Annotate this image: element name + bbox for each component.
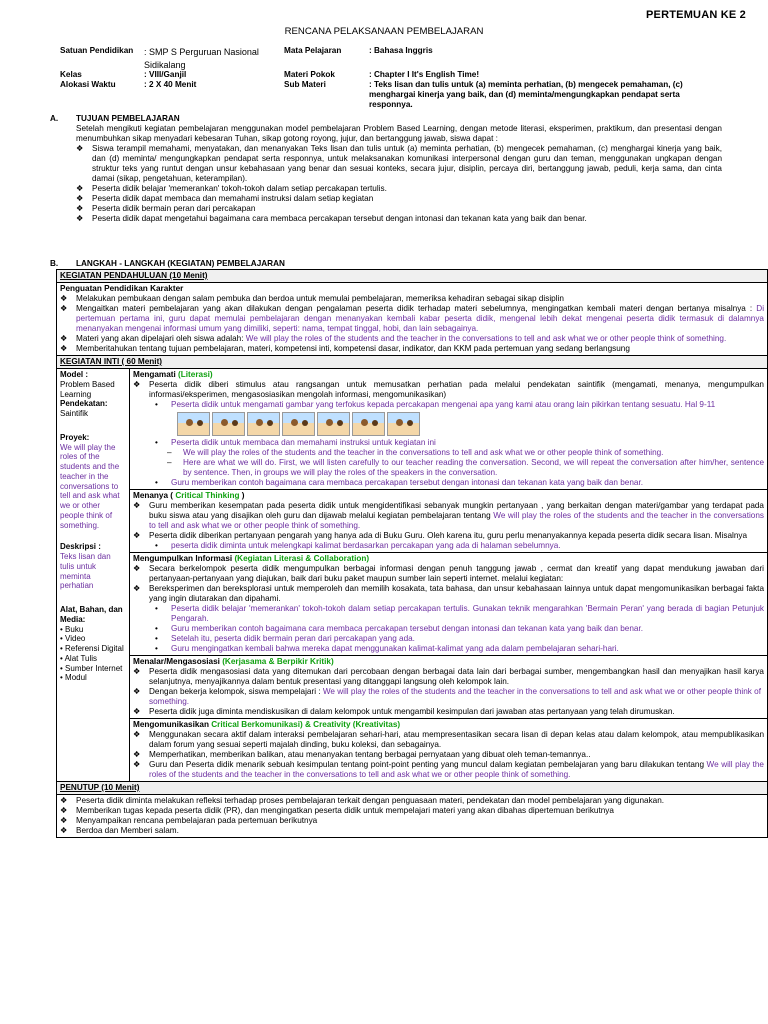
alat-label: Alat, Bahan, dan Media: bbox=[60, 605, 123, 624]
materi-label: Materi Pokok bbox=[284, 70, 335, 79]
section-b-title: LANGKAH - LANGKAH (KEGIATAN) PEMBELAJARAN bbox=[76, 259, 285, 268]
list-item: ❖ Peserta didik diberi stimulus atau rangsangan untuk memusatkan perhatian pada melalui pendekatan saintifik (mengamati, menanya, mengumpulkan informasi/eksperimen, mengasosiasikan mengolah informasi, mengomunikasikan) bbox=[133, 380, 764, 399]
alokasi-value: : 2 X 40 Menit bbox=[144, 80, 197, 89]
list-item: • Guru memberikan contoh bagaimana cara membaca percakapan tersebut dengan intonasi dan tekanan kata yang baik dan benar. bbox=[155, 478, 643, 487]
mengomunikasikan-tag: Critical Berkomunikasi) & Creativity (Kreativitas) bbox=[211, 720, 401, 729]
list-item: ❖ Memberitahukan tentang tujuan pembelajaran, materi, kompetensi inti, kompetensi dasar, indikator, dan KKM pada pertemuan yang sedang berlangsung bbox=[60, 344, 630, 353]
list-item: ❖ Menyampaikan rencana pembelajaran pada pertemuan berikutnya bbox=[60, 816, 318, 825]
list-item: ❖ Peserta didik diberikan pertanyaan pengarah yang hanya ada di Buku Guru. Oleh karena itu, guru perlu menanyakannya kepada peserta didik secara lisan. Misalnya bbox=[133, 531, 748, 540]
list-item: ❖ Menggunakan secara aktif dalam interaksi pembelajaran sehari-hari, atau mempresentasikan secara lisan di depan kelas atau dalam kelompok, atau mempublikasikan dalam forum yang sesuai seperti majalah dinding, buku koleksi, dan sebagainya. bbox=[133, 730, 764, 749]
tujuan-list bbox=[50, 144, 722, 224]
diamond-bullet-icon: ❖ bbox=[133, 667, 141, 676]
picture-thumbnail bbox=[247, 412, 280, 436]
picture-thumbnail bbox=[282, 412, 315, 436]
meeting-number: PERTEMUAN KE 2 bbox=[646, 9, 746, 21]
menalar-tag: (Kerjasama & Berpikir Kritik) bbox=[222, 657, 334, 666]
list-item: ❖ Peserta didik diminta melakukan refleksi terhadap proses pembelajaran terkait dengan penguasaan materi, pendekatan dan model pembelajaran yang digunakan. bbox=[60, 796, 665, 805]
picture-thumbnail bbox=[352, 412, 385, 436]
penutup-header: PENUTUP (10 Menit) bbox=[57, 782, 768, 795]
materi-value: : Chapter I It's English Time! bbox=[369, 70, 480, 79]
diamond-bullet-icon: ❖ bbox=[76, 144, 84, 153]
diamond-bullet-icon: ❖ bbox=[60, 334, 68, 343]
list-item: • Modul bbox=[60, 673, 87, 683]
document-title: RENCANA PELAKSANAAN PEMBELAJARAN bbox=[284, 26, 484, 37]
picture-thumbnail bbox=[212, 412, 245, 436]
diamond-bullet-icon: ❖ bbox=[133, 564, 141, 573]
mengumpulkan-tag: (Kegiatan Literasi & Collaboration) bbox=[234, 554, 370, 563]
satuan-label: Satuan Pendidikan bbox=[60, 46, 134, 55]
list-item: ❖ Peserta didik dapat mengetahui bagaimana cara membaca percakapan tersebut dengan intonasi dan tekanan kata yang baik dan benar. bbox=[76, 214, 587, 223]
diamond-bullet-icon: ❖ bbox=[76, 204, 84, 213]
section-langkah bbox=[50, 259, 722, 269]
list-item: ❖ Peserta didik mengasosiasi data yang ditemukan dari percobaan dengan berbagai data lain dari berbagai sumber, mengembangkan hasil dan menyajikan hasil karya selanjutnya, menyajikannya dalam bentuk presentasi yang ditanggapi langsung oleh kelompok lain. bbox=[133, 667, 764, 686]
list-item: • Buku bbox=[60, 624, 84, 634]
pendahuluan-subtitle: Penguatan Pendidikan Karakter bbox=[60, 284, 184, 293]
proyek-value: We will play the roles of the students and the teacher in the conversations to tell and ask what we or other people think of something. bbox=[60, 442, 120, 530]
pendekatan-label: Pendekatan: bbox=[60, 399, 108, 409]
diamond-bullet-icon: ❖ bbox=[76, 214, 84, 223]
list-item: ❖ Dengan bekerja kelompok, siswa mempelajari : We will play the roles of the students and the teacher in the conversations to tell and ask what we or other people think of something. bbox=[133, 687, 761, 706]
list-item: ❖ Peserta didik bermain peran dari percakapan bbox=[76, 204, 256, 213]
list-item: • Referensi Digital bbox=[60, 644, 124, 653]
list-item: • Setelah itu, peserta didik bermain peran dari percakapan yang ada. bbox=[155, 634, 415, 643]
satuan-value: : SMP S Perguruan Nasional Sidikalang bbox=[144, 47, 259, 70]
kelas-value: : VIII/Ganjil bbox=[144, 70, 187, 79]
submateri-value: : Teks lisan dan tulis untuk (a) meminta perhatian, (b) mengecek pemahaman, (c) menghargai kinerja yang baik, dan (d) meminta/mengungkapkan pendapat serta responnya. bbox=[369, 80, 683, 109]
list-item: ❖ Peserta didik dapat membaca dan memahami instruksi dalam setiap kegiatan bbox=[76, 194, 374, 203]
submateri-label: Sub Materi bbox=[284, 80, 326, 89]
mengamati-tag: (Literasi) bbox=[178, 370, 213, 379]
mengamati-cell bbox=[130, 369, 768, 490]
section-a-number: A. bbox=[50, 114, 59, 123]
list-item: ❖ Guru memberikan kesempatan pada peserta didik untuk mengidentifikasi sebanyak mungkin pertanyaan , yang berkaitan dengan materi/gambar yang terdapat pada buku siswa atau yang disajikan oleh guru dan dijawab melalui kegiatan pembelajaran tentang We will play the roles of the students and the teacher in the conversations to tell and ask what we or other people think of something. bbox=[133, 501, 764, 530]
kelas-label: Kelas bbox=[60, 70, 82, 79]
alat-list bbox=[60, 625, 126, 684]
mengamati-title: Mengamati bbox=[133, 370, 176, 379]
textbook-pictures bbox=[177, 412, 764, 436]
menanya-tag: Critical Thinking bbox=[175, 491, 240, 500]
list-item: • Alat Tulis bbox=[60, 653, 98, 663]
section-b-number: B. bbox=[50, 259, 59, 268]
lesson-steps-table bbox=[56, 269, 768, 838]
penutup-cell bbox=[57, 795, 768, 838]
diamond-bullet-icon: ❖ bbox=[133, 730, 141, 739]
pendahuluan-header: KEGIATAN PENDAHULUAN (10 Menit) bbox=[57, 270, 768, 283]
alokasi-label: Alokasi Waktu bbox=[60, 80, 116, 89]
picture-thumbnail bbox=[177, 412, 210, 436]
diamond-bullet-icon: ❖ bbox=[133, 707, 141, 716]
list-item: • peserta didik diminta untuk melengkapi kalimat berdasarkan percakapan yang ada di halaman sebelumnya. bbox=[155, 541, 561, 550]
diamond-bullet-icon: ❖ bbox=[60, 304, 68, 313]
list-item: • Peserta didik belajar 'memerankan' tokoh-tokoh dalam setiap percakapan tertulis. Gunakan teknik mengarahkan 'Bermain Peran' yang berada di bagian Petunjuk Pengarah. bbox=[155, 604, 764, 623]
list-item: ❖ Secara berkelompok peserta didik mengumpulkan berbagai informasi dengan penuh tanggung jawab , cermat dan kreatif yang dapat mendukung jawaban dari pertanyaan-pertanyaan yang diajukan, baik dari buku paket maupun sumber lain seperti internet. melalui kegiatan: bbox=[133, 564, 764, 583]
list-item: ❖ Mengaitkan materi pembelajaran yang akan dilakukan dengan pengalaman peserta didik terhadap materi sebelumnya, mengingatkan kembali materi dengan bertanya misalnya : Di pertemuan pertama ini, guru dapat memulai pembelajaran dengan menanyakan kembali kabar peserta didik, mengenal lebih dekat mengenai peserta didik termasuk di dalamnya menanyakan mengenai informasi umum yang dimiliki, seperti: nama, tempat tinggal, hobi, dan lain sebagainya. bbox=[60, 304, 765, 333]
picture-thumbnail bbox=[317, 412, 350, 436]
list-item: ❖ Siswa terampil memahami, menyatakan, dan menanyakan Teks lisan dan tulis untuk (a) meminta perhatian, (b) mengecek pemahaman, (c) menghargai kinerja yang baik, dan (d) meminta/ mengungkapkan pendapat serta responnya, untuk melaksanakan komunikasi interpersonal dengan guru dan teman, menggunakan ungkapan dengan struktur teks yang runtut dengan unsur kebahasaan yang benar dan sesuai konteks, secara jujur, disiplin, percaya diri, bertanggung jawab, peduli, kerja sama, dan cinta damai (sikap, pengetahuan, keterampilan). bbox=[76, 144, 722, 183]
list-item: ❖ Bereksperimen dan bereksplorasi untuk memperoleh dan memilih kosakata, tata bahasa, dan unsur kebahasaan lainnya untuk dapat mengomunikasikan berbagai fakta yang ingin diutarakan dan dipahami. bbox=[133, 584, 764, 603]
inti-header: KEGIATAN INTI ( 60 Menit) bbox=[57, 356, 768, 369]
list-item: • Peserta didik untuk mengamati gambar yang terfokus kepada percakapan mengenai apa yang kami atau orang lain pikirkan tentang sesuatu. Hal 9-11 bbox=[155, 400, 716, 409]
model-label: Model : bbox=[60, 370, 88, 379]
diamond-bullet-icon: ❖ bbox=[133, 750, 141, 759]
list-item: ❖ Materi yang akan dipelajari oleh siswa adalah: We will play the roles of the students and the teacher in the conversations to tell and ask what we or other people think of something. bbox=[60, 334, 727, 343]
list-item: • Sumber Internet bbox=[60, 663, 123, 673]
diamond-bullet-icon: ❖ bbox=[76, 184, 84, 193]
list-item: ❖ Berdoa dan Memberi salam. bbox=[60, 826, 179, 835]
list-item: – Here are what we will do. First, we will listen carefully to our teacher reading the conversation. Second, we will repeat the conversation after him/her, sentence by sentence. Then, in groups we will play the roles of the speakers in the conversation. bbox=[167, 458, 764, 477]
section-tujuan bbox=[50, 114, 722, 224]
diamond-bullet-icon: ❖ bbox=[60, 294, 68, 303]
section-a-title: TUJUAN PEMBELAJARAN bbox=[76, 114, 180, 123]
deskripsi-label: Deskripsi : bbox=[60, 542, 101, 552]
list-item: • Guru mengingatkan kembali bahwa mereka dapat menggunakan kalimat-kalimat yang ada dalam pembelajaran sehari-hari. bbox=[155, 644, 619, 653]
diamond-bullet-icon: ❖ bbox=[133, 531, 141, 540]
deskripsi-value: Teks lisan dan tulis untuk meminta perhatian bbox=[60, 552, 111, 591]
inti-left-column bbox=[57, 369, 130, 782]
list-item: ❖ Memperhatikan, memberikan balikan, atau menanyakan tentang berbagai pernyataan yang dibuat oleh teman-temannya.. bbox=[133, 750, 591, 759]
list-item: ❖ Guru dan Peserta didik menarik sebuah kesimpulan tentang point-point penting yang muncul dalam kegiatan pembelajaran yang baru dilakukan tentang We will play the roles of the students and the teacher in the conversations to tell and ask what we or other people think of something. bbox=[133, 760, 764, 779]
list-item: • Video bbox=[60, 634, 86, 644]
mengumpulkan-cell: Mengumpulkan Informasi (Kegiatan Literasi & Collaboration) ❖ Secara berkelompok peserta didik mengumpulkan berbagai informasi dengan penuh tanggung jawab , cermat dan kreatif yang dapat mendukung jawaban dari pertanyaan-pertanyaan yang diajukan, baik dari buku paket maupun sumber lain seperti internet. melalui kegiatan: ❖ Bereksperimen dan bereksplorasi untuk memperoleh dan memilih kosakata, tata bahasa, dan unsur kebahasaan lainnya untuk dapat mengomunikasikan berbagai fakta yang ingin diutarakan dan dipahami. • Peserta didik belajar 'memerankan' tokoh-tokoh dalam setiap percakapan tertulis. Gunakan teknik mengarahkan 'Bermain Peran' yang berada di bagian Petunjuk Pengarah. • Guru memberikan contoh bagaimana cara membaca percakapan tersebut dengan intonasi dan tekanan kata yang baik dan benar. • Setelah itu, peserta didik bermain peran dari percakapan yang ada. • Guru mengingatkan kembali bahwa mereka dapat menggunakan kalimat-kalimat yang ada dalam pembelajaran sehari-hari. bbox=[130, 553, 768, 656]
diamond-bullet-icon: ❖ bbox=[133, 501, 141, 510]
list-item: ❖ Peserta didik juga diminta mendiskusikan di dalam kelompok untuk mengambil kesimpulan dari jawaban atas pertanyaan yang telah dirumuskan. bbox=[133, 707, 675, 716]
menanya-cell: Menanya ( Critical Thinking ) ❖ Guru memberikan kesempatan pada peserta didik untuk mengidentifikasi sebanyak mungkin pertanyaan , yang berkaitan dengan materi/gambar yang terdapat pada buku siswa atau yang disajikan oleh guru dan dijawab melalui kegiatan pembelajaran tentang We will play the roles of the students and the teacher in the conversations to tell and ask what we or other people think of something. ❖ Peserta didik diberikan pertanyaan pengarah yang hanya ada di Buku Guru. Oleh karena itu, guru perlu menanyakannya kepada peserta didik secara lisan. Misalnya • peserta didik diminta untuk melengkapi kalimat berdasarkan percakapan yang ada di halaman sebelumnya. bbox=[130, 490, 768, 553]
list-item: • Guru memberikan contoh bagaimana cara membaca percakapan tersebut dengan intonasi dan tekanan kata yang baik dan benar. bbox=[155, 624, 643, 633]
diamond-bullet-icon: ❖ bbox=[133, 760, 141, 769]
diamond-bullet-icon: ❖ bbox=[60, 344, 68, 353]
diamond-bullet-icon: ❖ bbox=[133, 380, 141, 389]
proyek-label: Proyek: bbox=[60, 432, 90, 442]
list-item: • Peserta didik untuk membaca dan memahami instruksi untuk kegiatan ini bbox=[155, 438, 436, 447]
list-item: ❖ Memberikan tugas kepada peserta didik (PR), dan mengingatkan peserta didik untuk mempelajari materi yang akan dibahas dipertemuan berikutnya bbox=[60, 806, 614, 815]
diamond-bullet-icon: ❖ bbox=[60, 826, 68, 835]
diamond-bullet-icon: ❖ bbox=[76, 194, 84, 203]
diamond-bullet-icon: ❖ bbox=[60, 816, 68, 825]
diamond-bullet-icon: ❖ bbox=[133, 584, 141, 593]
pendekatan-value: Saintifik bbox=[60, 409, 89, 418]
diamond-bullet-icon: ❖ bbox=[60, 796, 68, 805]
diamond-bullet-icon: ❖ bbox=[133, 687, 141, 696]
pendahuluan-cell bbox=[57, 283, 768, 356]
list-item: ❖ Peserta didik belajar 'memerankan' tokoh-tokoh dalam setiap percakapan tertulis. bbox=[76, 184, 387, 193]
model-value: Problem Based Learning bbox=[60, 379, 115, 399]
list-item: – We will play the roles of the students and the teacher in the conversations to tell and ask what we or other people think of something. bbox=[167, 448, 664, 457]
tujuan-intro: Setelah mengikuti kegiatan pembelajaran menggunakan model pembelajaran Problem Based Learning, dengan metode literasi, eksperimen, praktikum, dan presentasi dengan menumbuhkan sikap menyadari kebesaran Tuhan, sikap gotong royong, jujur, dan bertanggung jawab, siswa dapat : bbox=[76, 124, 722, 143]
mapel-label: Mata Pelajaran bbox=[284, 46, 342, 55]
picture-thumbnail bbox=[387, 412, 420, 436]
identity-block bbox=[60, 46, 730, 110]
mapel-value: : Bahasa Inggris bbox=[369, 46, 433, 55]
menalar-cell: Menalar/Mengasosiasi (Kerjasama & Berpikir Kritik) ❖ Peserta didik mengasosiasi data yang ditemukan dari percobaan dengan berbagai data lain dari berbagai sumber, mengembangkan hasil dan menyajikan hasil karya selanjutnya, menyajikannya dalam bentuk presentasi yang ditanggapi langsung oleh kelompok lain. ❖ Dengan bekerja kelompok, siswa mempelajari : We will play the roles of the students and the teacher in the conversations to tell and ask what we or other people think of something. ❖ Peserta didik juga diminta mendiskusikan di dalam kelompok untuk mengambil kesimpulan dari jawaban atas pertanyaan yang telah dirumuskan. bbox=[130, 656, 768, 719]
mengomunikasikan-cell: Mengomunikasikan Critical Berkomunikasi) & Creativity (Kreativitas) ❖ Menggunakan secara aktif dalam interaksi pembelajaran sehari-hari, atau mempresentasikan secara lisan di depan kelas atau dalam kelompok, atau mempublikasikan dalam forum yang sesuai seperti majalah dinding, buku koleksi, dan sebagainya. ❖ Memperhatikan, memberikan balikan, atau menanyakan tentang berbagai pernyataan yang dibuat oleh teman-temannya.. ❖ Guru dan Peserta didik menarik sebuah kesimpulan tentang point-point penting yang muncul dalam kegiatan pembelajaran yang baru dilakukan tentang We will play the roles of the students and the teacher in the conversations to tell and ask what we or other people think of something. bbox=[130, 719, 768, 782]
diamond-bullet-icon: ❖ bbox=[60, 806, 68, 815]
list-item: ❖ Melakukan pembukaan dengan salam pembuka dan berdoa untuk memulai pembelajaran, memeriksa kehadiran sebagai sikap disiplin bbox=[60, 294, 564, 303]
